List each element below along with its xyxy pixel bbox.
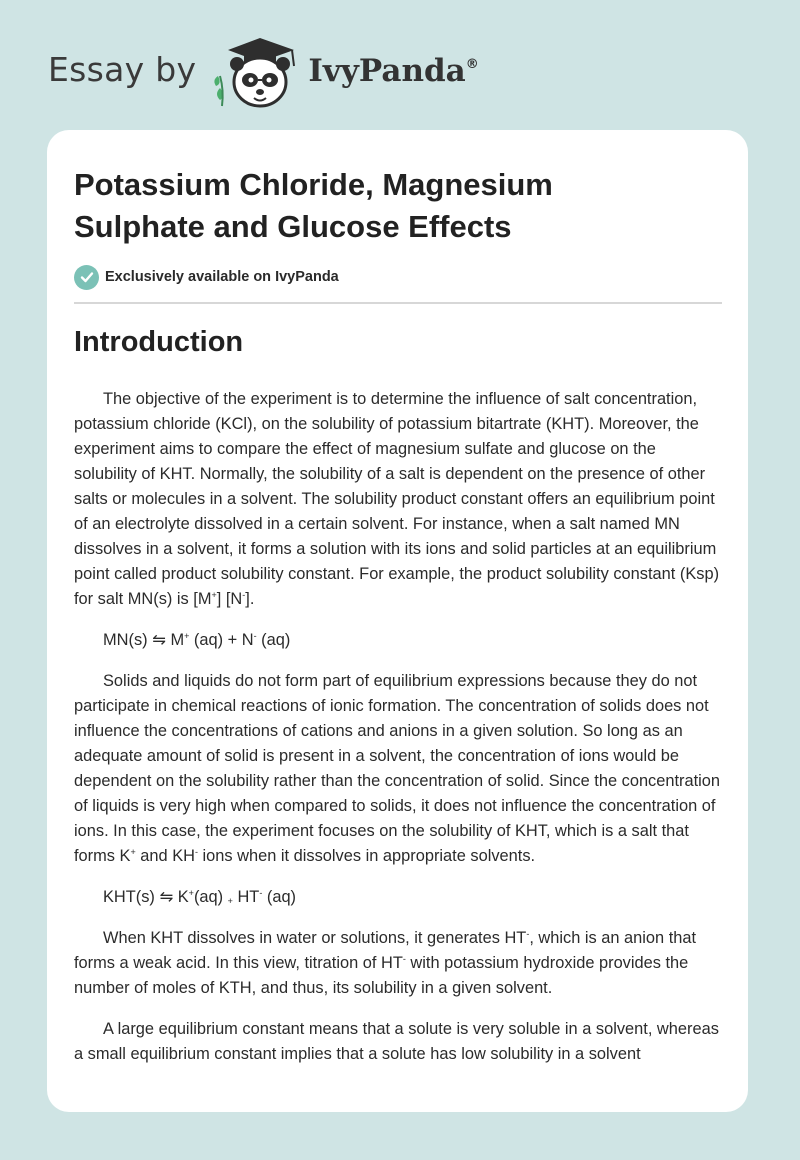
exclusive-badge [74, 264, 339, 290]
p2-text: Solids and liquids do not form part of equilibrium expressions because they do not participate in chemical reactions of ionic formation. The concentration of solids does not influence the concentrations of cations and anions in a given solution. So long as an adequate amount of solid is present in a solvent, the concentration of ions would be dependent on the solubility rather than the concentration of solid. Since the concentration of liquids is very high when compared to solids, it does not influence the concentration of ions. In this case, the experiment focuses on the solubility of KHT, which is a salt that forms K [74, 672, 721, 865]
p2-mid: and KH [135, 847, 195, 865]
essay-card [47, 130, 748, 1112]
eq1-sup: - [253, 631, 257, 641]
p1-sup: - [242, 590, 246, 600]
p3-text: When KHT dissolves in water or solutions, it generates HT [103, 929, 527, 947]
p2-sup: + [130, 847, 136, 857]
eq2-sup: + [188, 888, 194, 898]
brand-prefix: Essay by [48, 49, 197, 89]
eq1-sup: + [184, 631, 190, 641]
eq2-sup: - [259, 888, 263, 898]
panda-logo-icon [208, 36, 304, 110]
p3-text: with potassium hydroxide provides the number of moles of KTH, and thus, its solubility in a given solvent. [74, 954, 689, 997]
essay-body [74, 387, 722, 1083]
equation-2 [74, 885, 722, 910]
brand-name [308, 53, 478, 89]
eq1-part: MN(s) ⇋ M [103, 631, 185, 649]
p1-text: The objective of the experiment is to determine the influence of salt concentration, potassium chloride (KCl), on the solubility of potassium bitartrate (KHT). Moreover, the experiment aims to compare the effect of magnesium sulfate and glucose on the solubility of KHT. Normally, the solubility of a salt is dependent on the presence of other salts or molecules in a solvent. The solubility product constant offers an equilibrium point of an electrolyte dissolved in a certain solvent. For instance, when a salt named MN dissolves in a solvent, it forms a solution with its ions and solid particles at an equilibrium point called product solubility constant. For example, the product solubility constant (Ksp) for salt MN(s) is [M [74, 390, 720, 608]
p2-sup: - [194, 847, 198, 857]
eq2-part: (aq) [262, 888, 297, 906]
section-heading: Introduction [74, 326, 244, 358]
paragraph-1 [74, 387, 722, 612]
p3-text: , which is an anion that forms a weak acid. In this view, titration of HT [74, 929, 697, 972]
badge-text: Exclusively available on IvyPanda [105, 269, 339, 285]
paragraph-4: A large equilibrium constant means that a solute is very soluble in a solvent, whereas a small equilibrium constant implies that a solute has low solubility in a solvent [74, 1020, 719, 1063]
eq2-part: KHT(s) ⇋ K [103, 888, 189, 906]
paragraph-3 [74, 926, 722, 1001]
p3-sup: - [526, 929, 530, 939]
eq1-part: (aq) [256, 631, 291, 649]
eq2-part: (aq) [193, 888, 228, 906]
brand-logo[interactable] [48, 36, 479, 108]
eq2-part: HT [232, 888, 260, 906]
p1-mid: ] [N [216, 590, 243, 608]
eq2-sub: + [227, 896, 233, 906]
p2-end: ions when it dissolves in appropriate solvents. [197, 847, 536, 865]
paragraph-2 [74, 669, 722, 869]
equation-1 [74, 628, 722, 653]
p3-sup: - [402, 954, 406, 964]
essay-title: Potassium Chloride, Magnesium Sulphate and Glucose Effects [74, 167, 553, 244]
divider [74, 302, 722, 304]
p1-sup: + [211, 590, 217, 600]
eq1-part: (aq) + N [189, 631, 254, 649]
brand-name-text: IvyPanda [308, 53, 466, 89]
registered-mark: ® [465, 57, 479, 72]
p1-end: ]. [245, 590, 255, 608]
check-icon [74, 265, 99, 290]
